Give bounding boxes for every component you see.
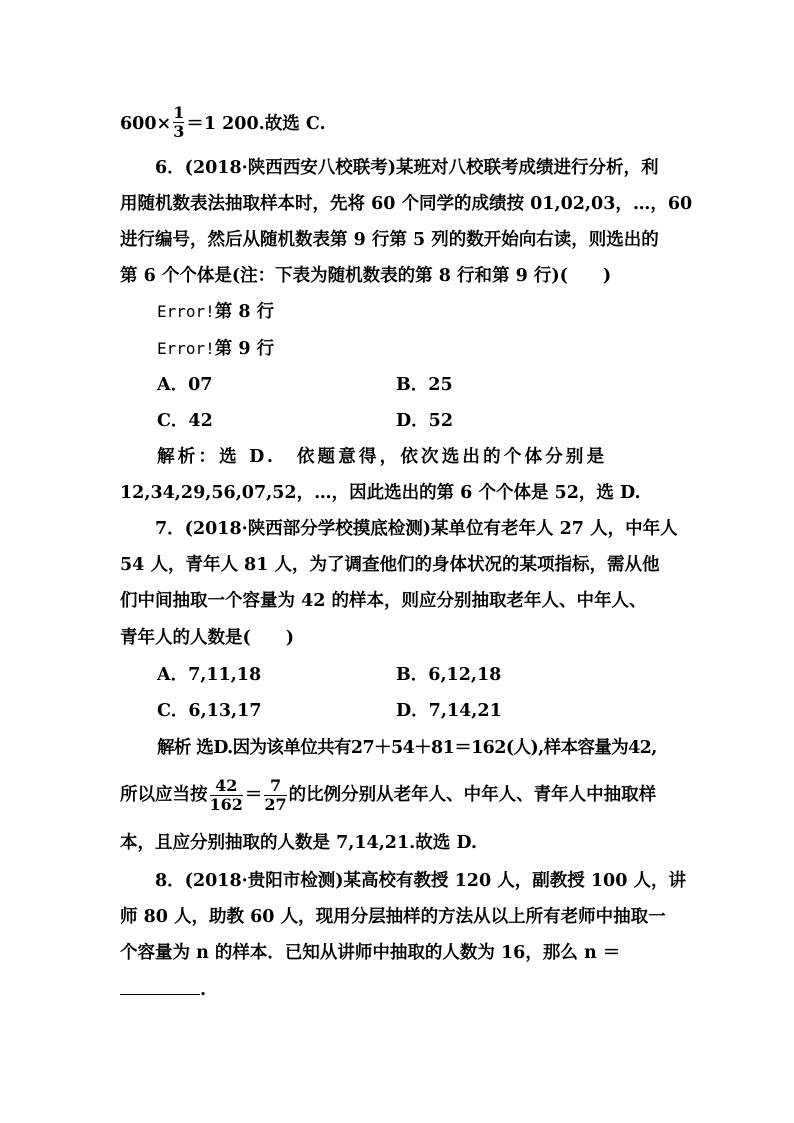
q7-solution-3: 本，且应分别抽取的人数是 7,14,21.故选 D. <box>120 833 477 853</box>
q7-solution-1: 解析 选D.因为该单位共有27＋54＋81＝162(人),样本容量为42, <box>157 738 657 758</box>
q7-option-c: C．6,13,17 <box>157 701 262 721</box>
q6-line-1: 6．(2018·陕西西安八校联考)某班对八校联考成绩进行分析，利 <box>155 158 659 178</box>
fraction-42-162: $\frac{42}{162}$ <box>209 776 243 814</box>
q6-line-4: 第 6 个个体是(注：下表为随机数表的第 8 行和第 9 行)( ) <box>120 266 612 286</box>
q7-line-3: 们中间抽取一个容量为 42 的样本，则应分别抽取老年人、中年人、 <box>120 591 647 611</box>
q6-solution-1: 解析：选 D. 依题意得，依次选出的个体分别是 <box>157 447 608 467</box>
solution-text: 的比例分别从老年人、中年人、青年人中抽取样 <box>288 785 657 805</box>
fraction-one-third: $\frac{1}{3}$ <box>173 103 185 141</box>
intro-post: ＝1 200.故选 C. <box>186 114 326 134</box>
row-label: 第 9 行 <box>214 339 275 359</box>
period: . <box>200 980 207 1000</box>
intro-pre: 600× <box>120 114 172 134</box>
q6-option-c: C．42 <box>157 411 213 431</box>
q6-option-b: B．25 <box>396 375 453 395</box>
fraction-7-27: $\frac{7}{27}$ <box>264 776 287 814</box>
q6-option-d: D．52 <box>396 411 454 431</box>
q6-line-2: 用随机数表法抽取样本时，先将 60 个同学的成绩按 01,02,03，…，60 <box>120 194 693 214</box>
error-text: Error! <box>157 339 215 358</box>
intro-line <box>120 103 326 143</box>
q8-answer-line <box>120 978 206 1001</box>
q6-solution-2: 12,34,29,56,07,52，…，因此选出的第 6 个个体是 52，选 D. <box>120 483 641 503</box>
answer-blank[interactable] <box>120 978 200 995</box>
q8-line-3: 个容量为 n 的样本．已知从讲师中抽取的人数为 16，那么 n ＝ <box>120 943 621 963</box>
q7-option-a: A．7,11,18 <box>157 665 262 685</box>
equals-sign: ＝ <box>244 785 263 805</box>
q7-option-d: D．7,14,21 <box>396 701 502 721</box>
q8-line-1: 8．(2018·贵阳市检测)某高校有教授 120 人，副教授 100 人，讲 <box>155 871 686 891</box>
q7-option-b: B．6,12,18 <box>396 665 502 685</box>
solution-text: 所以应当按 <box>120 785 208 805</box>
q7-line-4: 青年人的人数是( ) <box>120 628 295 648</box>
q7-line-2: 54 人，青年人 81 人，为了调查他们的身体状况的某项指标，需从他 <box>120 555 660 575</box>
q8-line-2: 师 80 人，助教 60 人，现用分层抽样的方法从以上所有老师中抽取一 <box>120 907 666 927</box>
q7-solution-2 <box>120 772 656 818</box>
error-text: Error! <box>157 302 215 321</box>
q7-line-1: 7．(2018·陕西部分学校摸底检测)某单位有老年人 27 人，中年人 <box>155 519 678 539</box>
q6-line-3: 进行编号，然后从随机数表第 9 行第 5 列的数开始向右读，则选出的 <box>120 230 659 250</box>
q6-table-row-8 <box>157 301 274 323</box>
q6-table-row-9 <box>157 338 274 360</box>
row-label: 第 8 行 <box>214 302 275 322</box>
q6-option-a: A．07 <box>157 375 213 395</box>
